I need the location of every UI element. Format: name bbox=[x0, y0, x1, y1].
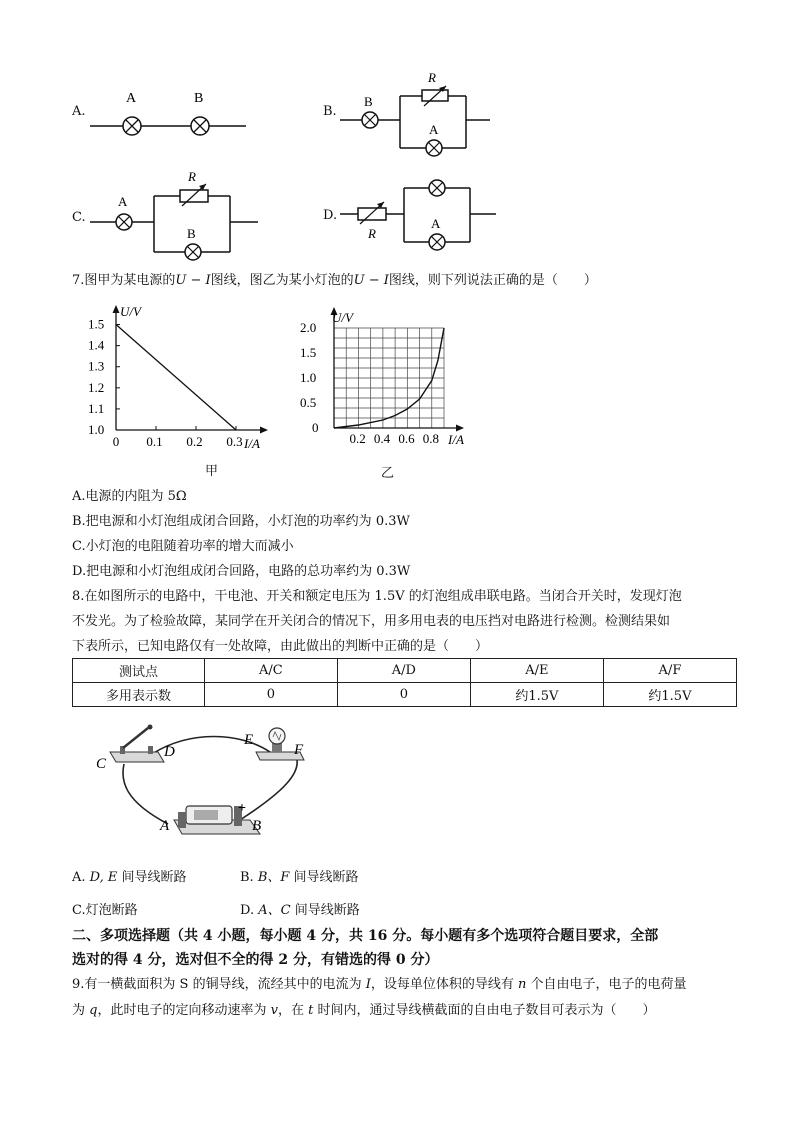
switch-icon bbox=[110, 725, 164, 763]
table-cell: A/C bbox=[204, 659, 337, 683]
chart-jia-caption: 甲 bbox=[205, 464, 219, 479]
svg-text:R: R bbox=[368, 226, 376, 241]
q9-line1: 9.有一横截面积为 S 的铜导线，流经其中的电流为 I，设每单位体积的导线有 n 个自由电子，电子的电荷量 bbox=[72, 977, 687, 992]
q8-result-table bbox=[72, 658, 737, 707]
x-tick-label: 0.2 bbox=[186, 434, 203, 449]
x-tick-label: 0.4 bbox=[373, 431, 391, 446]
svg-text:B: B bbox=[187, 226, 196, 241]
rheostat-r-icon bbox=[358, 202, 386, 224]
q8-option-d: D. A、C 间导线断路 bbox=[240, 903, 360, 918]
svg-text:R: R bbox=[428, 70, 436, 85]
option-a-letter: A. bbox=[72, 104, 86, 119]
y-tick-label: 1.1 bbox=[88, 400, 105, 416]
table-cell: A/E bbox=[470, 659, 603, 683]
table-cell: 测试点 bbox=[73, 659, 205, 683]
option-b-letter: B. bbox=[323, 104, 337, 119]
x-tick-label: 0.8 bbox=[422, 431, 440, 446]
table-cell: 约1.5V bbox=[603, 683, 736, 707]
table-cell: 0 bbox=[204, 683, 337, 707]
lamp-top-icon bbox=[429, 180, 445, 196]
x-tick-label: 0 bbox=[112, 434, 120, 449]
rheostat-r-icon bbox=[422, 86, 448, 106]
circuit-a-diagram bbox=[88, 84, 248, 144]
q8-option-b: B. B、F 间导线断路 bbox=[240, 870, 359, 885]
option-d-letter: D. bbox=[323, 208, 338, 223]
lamp-b-icon bbox=[362, 112, 378, 128]
q7-option-d: D.把电源和小灯泡组成闭合回路，电路的总功率约为 0.3W bbox=[72, 564, 411, 579]
y-tick-label: 0 bbox=[312, 420, 319, 435]
table-cell: A/D bbox=[337, 659, 470, 683]
q8-option-a: A. D, E 间导线断路 bbox=[72, 870, 187, 885]
lamp-a-icon bbox=[429, 234, 445, 250]
x-tick-label: 0.3 bbox=[226, 434, 243, 449]
table-row bbox=[73, 683, 737, 707]
wire-c-a bbox=[123, 764, 168, 824]
svg-text:A: A bbox=[431, 216, 441, 231]
q7-option-a: A.电源的内阻为 5Ω bbox=[72, 489, 187, 504]
q8-line2: 不发光。为了检验故障，某同学在开关闭合的情况下，用多用电表的电压挡对电路进行检测。检测结果如 bbox=[72, 614, 671, 629]
label-b: B bbox=[194, 91, 204, 106]
y-tick-label: 1.3 bbox=[88, 358, 105, 374]
lamp-a-icon bbox=[426, 140, 442, 156]
q7-option-b: B.把电源和小灯泡组成闭合回路，小灯泡的功率约为 0.3W bbox=[72, 514, 410, 529]
svg-text:C: C bbox=[96, 756, 107, 772]
y-tick-label: 1.5 bbox=[88, 316, 105, 332]
q8-option-c: C.灯泡断路 bbox=[72, 903, 138, 918]
q8-circuit-figure bbox=[90, 722, 330, 844]
lamp-b-icon bbox=[185, 244, 201, 260]
svg-text:A: A bbox=[429, 122, 439, 137]
svg-text:B: B bbox=[364, 94, 373, 109]
svg-text:A: A bbox=[118, 194, 128, 209]
q8-line1: 8.在如图所示的电路中，干电池、开关和额定电压为 1.5V 的灯泡组成串联电路。当闭合开关时，发现灯泡 bbox=[72, 589, 682, 604]
x-tick-label: 0.1 bbox=[146, 434, 163, 449]
lamp-a-icon bbox=[123, 117, 141, 135]
q8-line3: 下表所示，已知电路仅有一处故障，由此做出的判断中正确的是（ ） bbox=[72, 639, 489, 654]
svg-text:D: D bbox=[164, 744, 175, 760]
table-cell: 0 bbox=[337, 683, 470, 707]
x-tick-label: 0.2 bbox=[349, 431, 366, 446]
table-cell: A/F bbox=[603, 659, 736, 683]
q9-line2: 为 q，此时电子的定向移动速率为 v，在 t 时间内，通过导线横截面的自由电子数目可表示为（ ） bbox=[72, 1003, 656, 1018]
y-axis-label: U/V bbox=[120, 304, 141, 319]
table-cell: 约1.5V bbox=[470, 683, 603, 707]
svg-text:+: + bbox=[238, 801, 246, 816]
chart-jia bbox=[86, 300, 276, 455]
x-axis-label: I/A bbox=[244, 436, 260, 451]
section2-heading-line2: 选对的得 4 分，选对但不全的得 2 分，有错选的得 0 分） bbox=[72, 952, 439, 968]
x-axis-label: I/A bbox=[448, 432, 464, 447]
circuit-c-diagram bbox=[88, 166, 268, 262]
svg-text:E: E bbox=[244, 732, 254, 748]
q7-stem: 7.图甲为某电源的U − I图线，图乙为某小灯泡的U − I图线，则下列说法正确的是（ ） bbox=[72, 273, 597, 288]
chart-yi-caption: 乙 bbox=[381, 466, 395, 481]
lamp-a-icon bbox=[116, 214, 132, 230]
wire-f-b bbox=[240, 754, 297, 820]
y-tick-label: 1.2 bbox=[88, 379, 105, 395]
battery-icon bbox=[174, 806, 260, 834]
y-tick-label: 2.0 bbox=[300, 320, 317, 335]
table-cell: 多用表示数 bbox=[73, 683, 205, 707]
svg-text:A: A bbox=[160, 818, 170, 834]
y-tick-label: 1.4 bbox=[88, 337, 105, 353]
svg-text:R: R bbox=[188, 169, 196, 184]
circuit-b-diagram bbox=[338, 68, 498, 160]
x-tick-label: 0.6 bbox=[398, 431, 415, 446]
y-tick-label: 1.5 bbox=[300, 345, 317, 360]
chart-yi bbox=[300, 300, 475, 455]
svg-text:F: F bbox=[294, 742, 304, 758]
y-tick-label: 1.0 bbox=[88, 422, 105, 437]
circuit-d-diagram bbox=[338, 172, 508, 260]
y-axis-label: U/V bbox=[332, 310, 353, 325]
label-a: A bbox=[126, 91, 137, 106]
q7-option-c: C.小灯泡的电阻随着功率的增大而减小 bbox=[72, 539, 294, 554]
option-c-letter: C. bbox=[72, 210, 86, 225]
rheostat-r-icon bbox=[180, 184, 208, 206]
svg-text:B: B bbox=[252, 818, 262, 834]
y-tick-label: 1.0 bbox=[300, 370, 317, 385]
lamp-b-icon bbox=[191, 117, 209, 135]
y-tick-label: 0.5 bbox=[300, 395, 317, 410]
section2-heading-line1: 二、多项选择题（共 4 小题，每小题 4 分，共 16 分。每小题有多个选项符合题目要求，全部 bbox=[72, 928, 659, 944]
series-line bbox=[116, 325, 236, 430]
table-row bbox=[73, 659, 737, 683]
